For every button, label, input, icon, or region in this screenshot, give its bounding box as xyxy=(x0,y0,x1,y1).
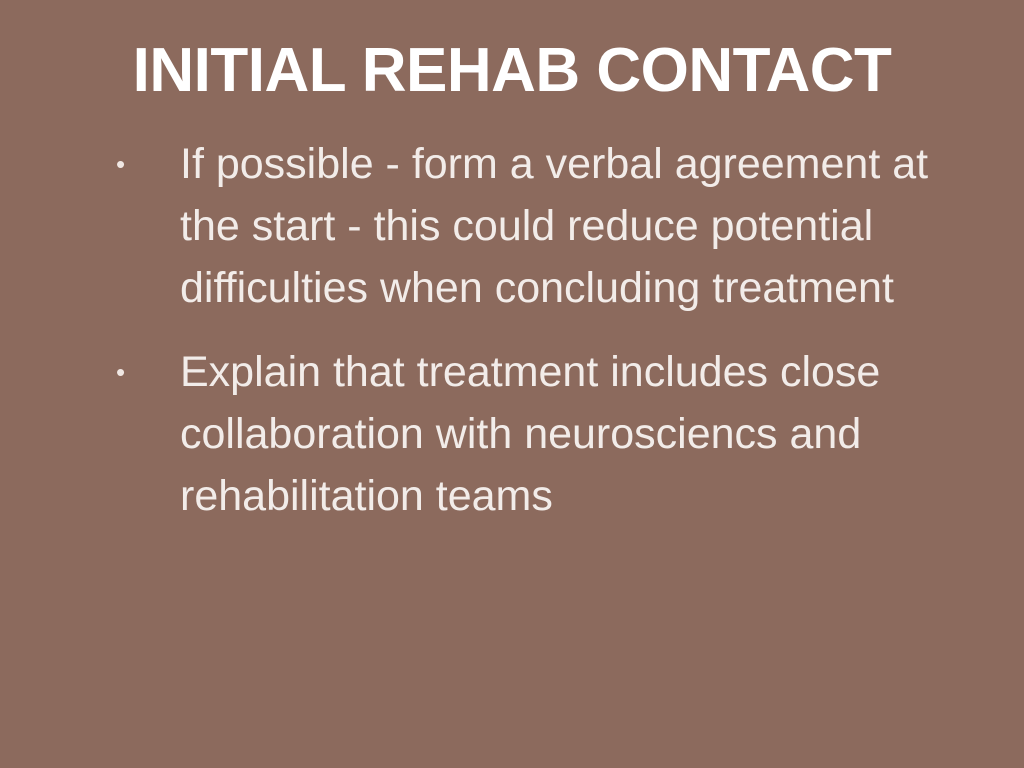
bullet-point-icon: • xyxy=(116,357,126,388)
bullet-point-icon: • xyxy=(116,149,126,180)
list-item-text: If possible - form a verbal agreement at the start - this could reduce potential difficulties when concluding treatment xyxy=(180,140,929,313)
list-item-text: Explain that treatment includes close collaboration with neurosciencs and rehabilitation teams xyxy=(180,348,881,521)
list-item xyxy=(108,341,962,527)
page-title: INITIAL REHAB CONTACT xyxy=(132,36,892,105)
bullet-list xyxy=(62,133,962,549)
list-item xyxy=(108,133,962,319)
